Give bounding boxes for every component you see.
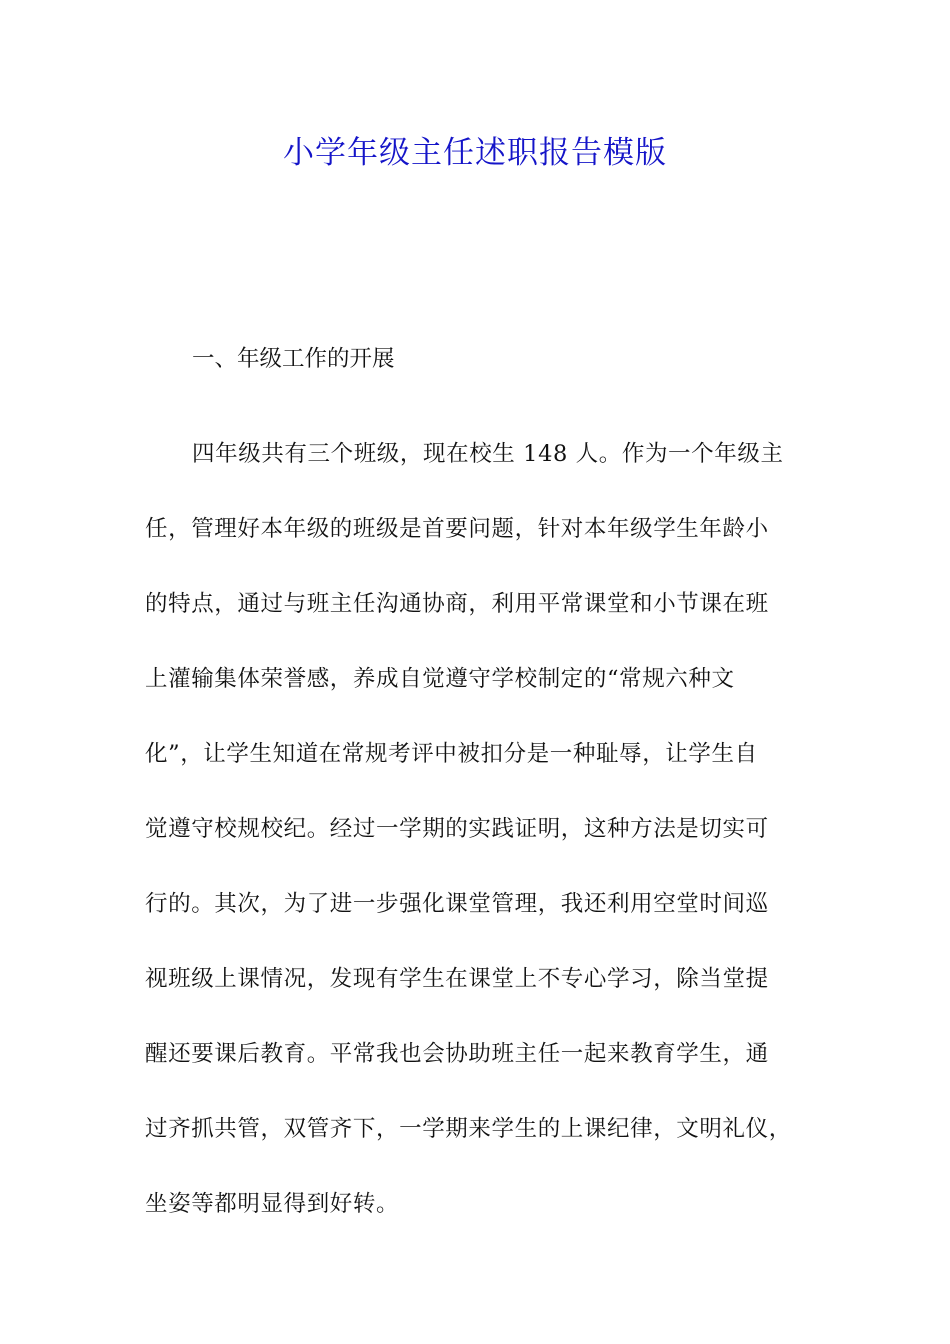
paragraph-line-11: 坐姿等都明显得到好转。 [145,1191,400,1217]
paragraph-line-1: 四年级共有三个班级，现在校生 148 人。作为一个年级主 [192,441,784,467]
paragraph-line-4: 上灌输集体荣誉感，养成自觉遵守学校制定的“常规六种文 [145,666,735,692]
paragraph-line-3: 的特点，通过与班主任沟通协商，利用平常课堂和小节课在班 [145,591,769,617]
paragraph-line-8: 视班级上课情况，发现有学生在课堂上不专心学习，除当堂提 [145,966,769,992]
paragraph-line-7: 行的。其次，为了进一步强化课堂管理，我还利用空堂时间巡 [145,891,769,917]
document-title: 小学年级主任述职报告模版 [283,135,667,171]
body-paragraph [145,417,810,1242]
paragraph-line-9: 醒还要课后教育。平常我也会协助班主任一起来教育学生，通 [145,1041,769,1067]
paragraph-line-2: 任，管理好本年级的班级是首要问题，针对本年级学生年龄小 [145,516,769,542]
paragraph-line-5: 化”，让学生知道在常规考评中被扣分是一种耻辱，让学生自 [145,741,758,767]
section-heading: 一、年级工作的开展 [192,346,395,372]
paragraph-line-6: 觉遵守校规校纪。经过一学期的实践证明，这种方法是切实可 [145,816,769,842]
paragraph-line-10: 过齐抓共管，双管齐下，一学期来学生的上课纪律，文明礼仪， [145,1116,792,1142]
